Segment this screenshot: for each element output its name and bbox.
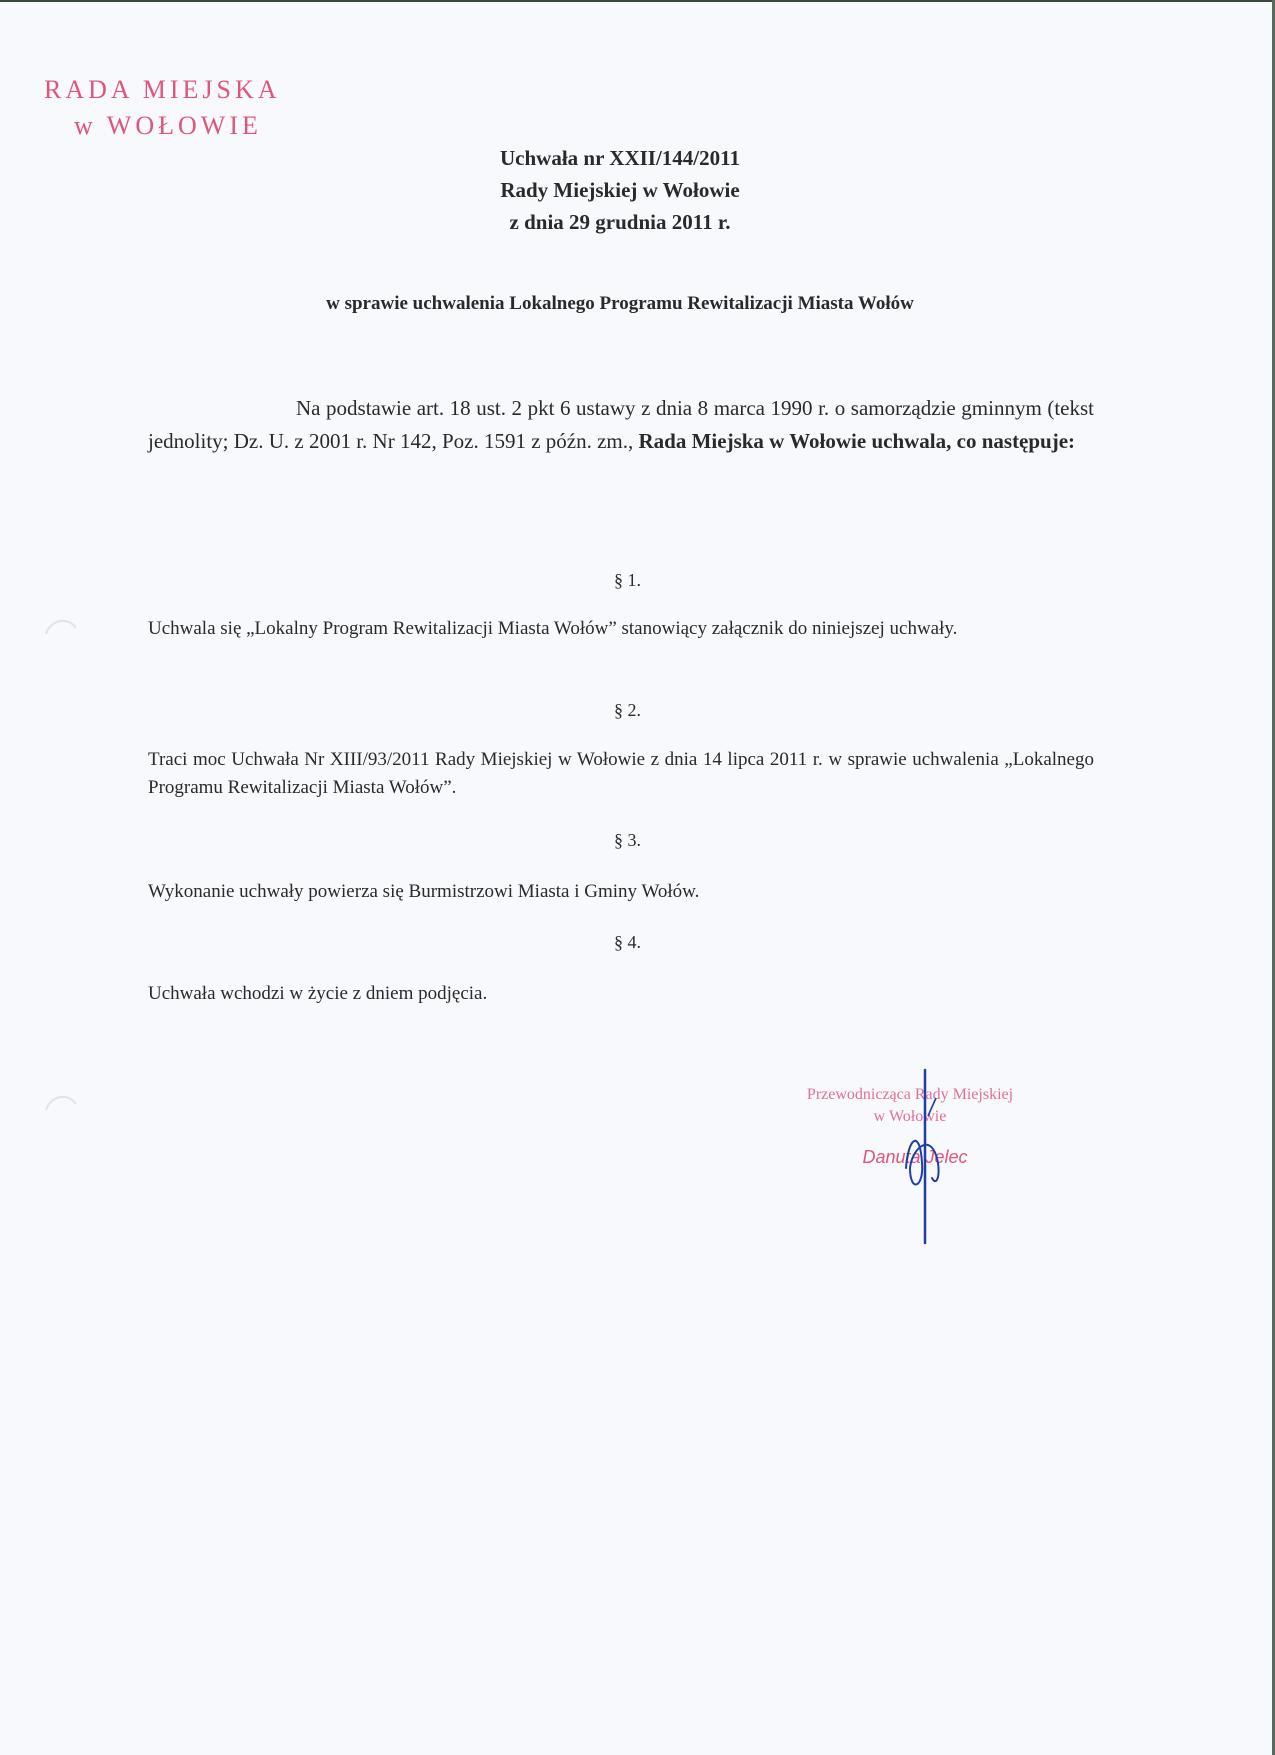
preamble-text: Na podstawie art. 18 ust. 2 pkt 6 ustawy z dnia 8 marca 1990 r. o samorządzie gminnym (tekst jednolity; Dz. U. z 2001 r. Nr 142, Poz. 1591 z późn. zm., [148,396,1094,453]
preamble [148,392,1094,458]
title-line-1: Uchwała nr XXII/144/2011 [500,146,740,170]
section-sign-2: § 2. [614,700,641,720]
resolution-title [0,142,1240,238]
section-sign-4: § 4. [614,932,641,952]
section-text-2: Traci moc Uchwała Nr XIII/93/2011 Rady Miejskiej w Wołowie z dnia 14 lipca 2011 r. w sprawie uchwalenia „Lokalnego Programu Rewitalizacji Miasta Wołów”. [148,749,1094,798]
resolution-subject: w sprawie uchwalenia Lokalnego Programu Rewitalizacji Miasta Wołów [326,293,914,314]
section-text-1: Uchwala się „Lokalny Program Rewitalizacji Miasta Wołów” stanowiący załącznik do niniejszej uchwały. [148,618,958,639]
stamp-line-1: RADA MIEJSKA [44,75,281,104]
chairperson-title: Przewodnicząca Rady Miejskiej [806,1086,1014,1103]
chairperson-name: Danuta Jelec [862,1147,968,1167]
stamp-line-2: w WOŁOWIE [74,111,262,140]
punch-hole-mark [40,612,80,642]
preamble-bold: Rada Miejska w Wołowie uchwala, co następuje: [638,429,1076,453]
handwritten-signature [880,1068,960,1248]
section-sign-1: § 1. [614,570,641,590]
section-sign-3: § 3. [614,830,641,850]
section-text-3: Wykonanie uchwały powierza się Burmistrzowi Miasta i Gminy Wołów. [148,881,700,902]
title-line-2: Rady Miejskiej w Wołowie [500,178,740,202]
title-line-3: z dnia 29 grudnia 2011 r. [509,210,731,234]
punch-hole-mark [40,1088,80,1118]
section-text-4: Uchwała wchodzi w życie z dniem podjęcia. [148,983,488,1004]
scan-border-top [0,0,1275,2]
chairperson-place: w Wołowie [873,1108,947,1125]
council-stamp [44,72,344,144]
